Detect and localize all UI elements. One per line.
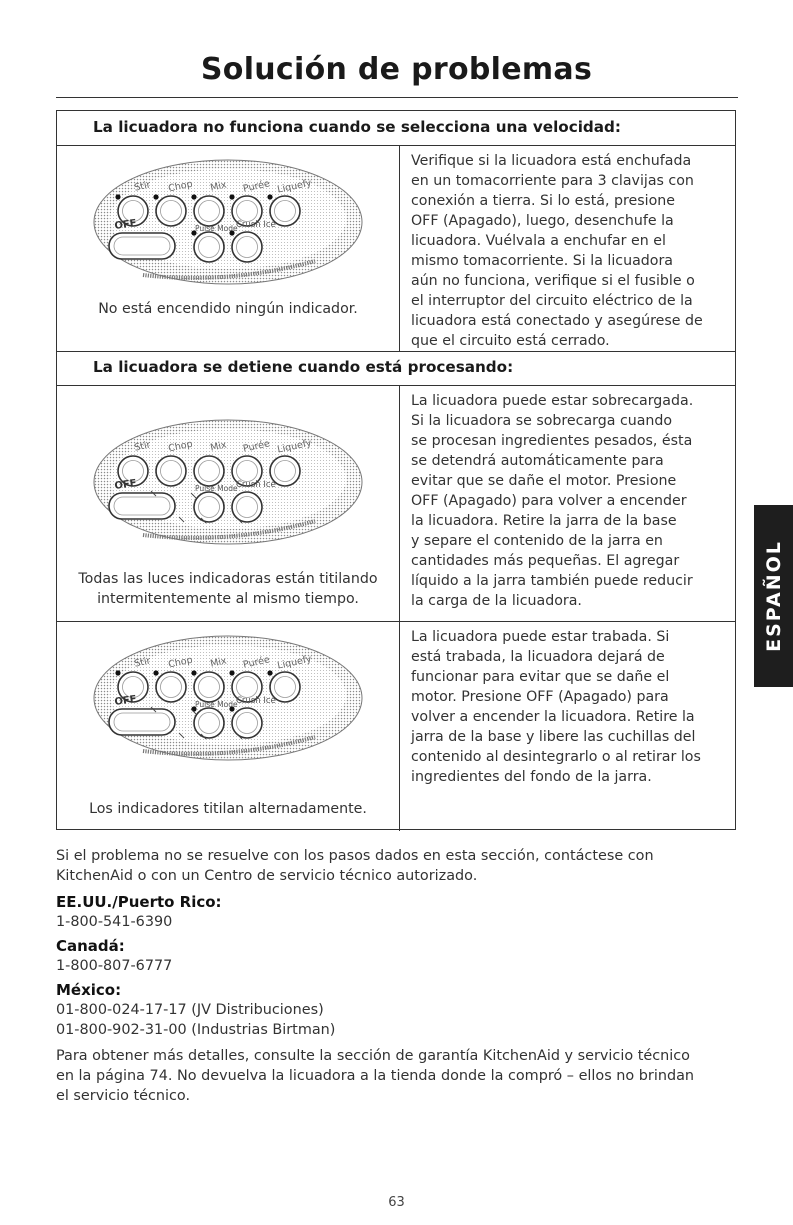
solution-line: OFF (Apagado) para volver a encender xyxy=(411,493,687,509)
speed-label: Mix xyxy=(209,655,228,670)
indicator-light xyxy=(115,194,120,199)
solution-text xyxy=(411,151,731,351)
solution-line: Verifique si la licuadora está enchufada xyxy=(411,153,692,169)
closing-line: Para obtener más detalles, consulte la sección de garantía KitchenAid y servicio técnico xyxy=(56,1048,690,1064)
contact-phone-canada: 1-800-807-6777 xyxy=(56,958,173,974)
solution-line: en un tomacorriente para 3 clavijas con xyxy=(411,173,694,189)
solution-line: volver a encender la licuadora. Retire la xyxy=(411,709,695,725)
speed-label: Chop xyxy=(167,438,194,455)
problem-illustration xyxy=(61,389,395,619)
solution-line: licuadora está conectado y asegúrese de xyxy=(411,313,703,329)
speed-label: Stir xyxy=(133,655,152,670)
solution-line: funcionar para evitar que se dañe el xyxy=(411,669,670,685)
contact-phone-mexico-1: 01-800-024-17-17 (JV Distribuciones) xyxy=(56,1002,324,1018)
solution-line: ingredientes del fondo de la jarra. xyxy=(411,769,652,785)
divider xyxy=(57,385,735,386)
problem-illustration xyxy=(61,149,395,345)
caption-line: intermitentemente al mismo tiempo. xyxy=(97,591,359,607)
control-panel-illustration xyxy=(91,633,366,763)
solution-line: conexión a tierra. Si lo está, presione xyxy=(411,193,676,209)
control-panel-illustration xyxy=(91,157,366,287)
solution-line: que el circuito está cerrado. xyxy=(411,333,610,349)
solution-line: mismo tomacorriente. Si la licuadora xyxy=(411,253,673,269)
pulse-label: Pulse Mode xyxy=(195,484,238,493)
contact-phone-mexico-2: 01-800-902-31-00 (Industrias Birtman) xyxy=(56,1022,336,1038)
solution-line: la carga de la licuadora. xyxy=(411,593,582,609)
solution-line: licuadora. Vuélvala a enchufar en el xyxy=(411,233,666,249)
caption-line: Todas las luces indicadoras están titilando xyxy=(78,571,378,587)
page-number: 63 xyxy=(388,1195,405,1210)
closing-line: en la página 74. No devuelva la licuadora a la tienda donde la compró – ellos no brindan xyxy=(56,1068,695,1084)
solution-line: Si la licuadora se sobrecarga cuando xyxy=(411,413,673,429)
solution-line: líquido a la jarra también puede reducir xyxy=(411,573,693,589)
speed-label: Liquefy xyxy=(276,653,313,672)
pulse-label: Pulse Mode xyxy=(195,224,238,233)
section-heading: La licuadora se detiene cuando está procesando: xyxy=(93,358,514,376)
speed-label: Chop xyxy=(167,178,194,195)
troubleshooting-table xyxy=(56,110,736,830)
solution-line: se detendrá automáticamente para xyxy=(411,453,664,469)
speed-label: Purée xyxy=(242,654,271,671)
solution-text xyxy=(411,391,731,611)
indicator-light xyxy=(229,194,234,199)
solution-line: aún no funciona, verifique si el fusible o xyxy=(411,273,695,289)
solution-line: motor. Presione OFF (Apagado) para xyxy=(411,689,669,705)
solution-line: la licuadora. Retire la jarra de la base xyxy=(411,513,677,529)
off-label: OFF xyxy=(113,693,138,708)
indicator-light xyxy=(267,194,272,199)
divider xyxy=(399,145,400,351)
speed-label: Liquefy xyxy=(276,437,313,456)
page-title: Solución de problemas xyxy=(200,52,593,87)
problem-caption xyxy=(61,799,395,819)
solution-line: está trabada, la licuadora dejará de xyxy=(411,649,665,665)
language-tab xyxy=(754,505,793,687)
solution-line: y separe el contenido de la jarra en xyxy=(411,533,663,549)
pulse-label: Pulse Mode xyxy=(195,700,238,709)
contact-label-mexico: México: xyxy=(56,981,122,999)
speed-label: Mix xyxy=(209,179,228,194)
solution-text xyxy=(411,627,731,787)
contact-intro xyxy=(56,846,736,886)
section-heading: La licuadora no funciona cuando se selecciona una velocidad: xyxy=(93,118,621,136)
contact-phone-us: 1-800-541-6390 xyxy=(56,914,173,930)
indicator-light xyxy=(115,670,120,675)
contact-label-us: EE.UU./Puerto Rico: xyxy=(56,893,222,911)
solution-line: evitar que se dañe el motor. Presione xyxy=(411,473,677,489)
contact-label-canada: Canadá: xyxy=(56,937,125,955)
divider xyxy=(399,385,400,831)
speed-label: Chop xyxy=(167,654,194,671)
divider xyxy=(57,621,735,622)
control-panel-illustration xyxy=(91,417,366,547)
title-rule xyxy=(56,97,738,98)
indicator-light xyxy=(191,670,196,675)
solution-line: La licuadora puede estar sobrecargada. xyxy=(411,393,694,409)
crush-ice-label: Crush Ice xyxy=(236,480,276,490)
intro-line: Si el problema no se resuelve con los pasos dados en esta sección, contáctese con xyxy=(56,848,654,864)
intro-line: KitchenAid o con un Centro de servicio técnico autorizado. xyxy=(56,868,478,884)
speed-label: Mix xyxy=(209,439,228,454)
divider xyxy=(57,145,735,146)
closing-paragraph xyxy=(56,1046,736,1106)
problem-caption xyxy=(61,299,395,319)
speed-label: Stir xyxy=(133,439,152,454)
crush-ice-label: Crush Ice xyxy=(236,696,276,706)
speed-label: Purée xyxy=(242,178,271,195)
speed-label: Liquefy xyxy=(276,177,313,196)
caption-line: Los indicadores titilan alternadamente. xyxy=(89,801,367,817)
closing-line: el servicio técnico. xyxy=(56,1088,191,1104)
off-label: OFF xyxy=(113,477,138,492)
solution-line: contenido al desintegrarlo o al retirar los xyxy=(411,749,701,765)
solution-line: OFF (Apagado), luego, desenchufe la xyxy=(411,213,674,229)
crush-ice-label: Crush Ice xyxy=(236,220,276,230)
solution-line: La licuadora puede estar trabada. Si xyxy=(411,629,670,645)
speed-label: Purée xyxy=(242,438,271,455)
solution-line: se procesan ingredientes pesados, ésta xyxy=(411,433,693,449)
off-label: OFF xyxy=(113,217,138,232)
problem-illustration xyxy=(61,625,395,829)
solution-line: jarra de la base y libere las cuchillas del xyxy=(411,729,696,745)
speed-label: Stir xyxy=(133,179,152,194)
indicator-light xyxy=(229,670,234,675)
solution-line: el interruptor del circuito eléctrico de la xyxy=(411,293,693,309)
indicator-light xyxy=(267,670,272,675)
indicator-light xyxy=(153,194,158,199)
problem-caption xyxy=(61,569,395,609)
indicator-light xyxy=(191,194,196,199)
indicator-light xyxy=(153,670,158,675)
solution-line: cantidades más pequeñas. El agregar xyxy=(411,553,680,569)
caption-line: No está encendido ningún indicador. xyxy=(98,301,358,317)
language-tab-label: ESPAÑOL xyxy=(762,540,785,652)
